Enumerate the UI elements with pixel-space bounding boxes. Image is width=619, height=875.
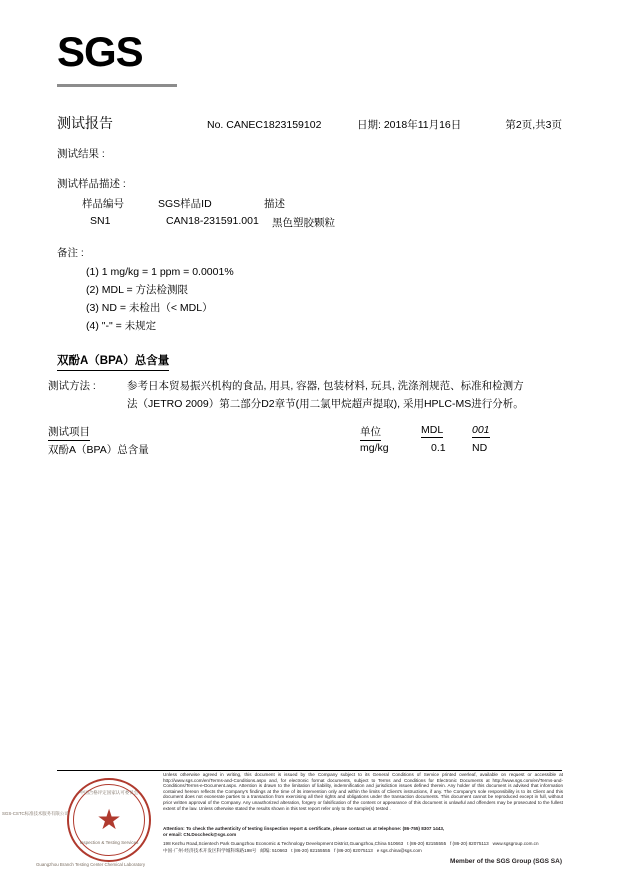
result-cell-item: 双酚A（BPA）总含量 [48, 444, 149, 456]
sample-cell-desc: 黑色塑胶颗粒 [272, 217, 335, 229]
address-cn-fax: f (86-20) 82075113 [334, 848, 373, 853]
sgs-logo-text: SGS [57, 28, 143, 75]
company-stamp [62, 776, 156, 862]
note-item: (2) MDL = 方法检测限 [86, 284, 188, 296]
stamp-label-left: SGS-CSTC标准技术服务有限公司 [2, 811, 69, 816]
stamp-label-bottom: Guangzhou Branch Testing Center Chemical Laboratory [36, 862, 146, 867]
note-item: (4) "-" = 未规定 [86, 320, 157, 332]
report-header-row [57, 113, 562, 133]
sample-col-no: 样品编号 [82, 198, 124, 210]
address-en-fax: f (86-20) 82075113 [449, 841, 489, 846]
address-en: 198 Kezhu Road,Scientech Park Guangzhou Economic & Technology Development District,Guangzhou,China 510663 [163, 841, 404, 846]
result-cell-mdl: 0.1 [431, 442, 446, 454]
address-cn-email: e sgs.china@sgs.com [376, 848, 422, 853]
address-row-cn [163, 847, 563, 854]
address-cn-tel: t (86-20) 82155555 [291, 848, 331, 853]
legal-disclaimer: Unless otherwise agreed in writing, this document is issued by the Company subject to its General Conditions of Service printed overleaf, available on request or accessible at http://www.sgs.com/en/Terms-and-Conditions.aspx and, for electronic format documents, subject to Terms and Conditions for Electronic Documents at http://www.sgs.com/en/Terms-and-Conditions/Terms-e-Document.aspx. Attention is drawn to the limitation of liability, indemnification and jurisdiction issues defined therein. Any holder of this document is advised that information contained hereon reflects the Company's findings at the time of its intervention only and within the limits of Client's instructions, if any. The Company's sole responsibility is to its Client and this document does not exonerate parties to a transaction from exercising all their rights and obligations under the transaction documents. This document cannot be reproduced except in full, without prior written approval of the Company. Any unauthorized alteration, forgery or falsification of the content or appearance of this document is unlawful and offenders may be prosecuted to the fullest extent of the law. Unless otherwise stated the results shown in this test report refer only to the sample(s) tested . [163, 772, 563, 811]
page-title: 测试报告 [57, 115, 113, 131]
table-row [82, 215, 412, 230]
result-cell-value: ND [472, 442, 488, 454]
stamp-bottom-text: Inspection & Testing Services [79, 840, 139, 845]
sample-description-label: 测试样品描述 : [57, 178, 126, 190]
report-number: No. CANEC1823159102 [207, 119, 322, 131]
footer-address [163, 840, 563, 854]
result-cell-unit: mg/kg [360, 442, 389, 454]
doc-check-line-1: Attention: To check the authenticity of testing /inspection report & certificate, please contact us at telephone: (86-755) 8307 1443, [163, 826, 445, 831]
result-col-sample: 001 [472, 424, 490, 436]
sample-cell-id: CAN18-231591.001 [166, 215, 259, 227]
address-cn: 中国·广州·经济技术开发区科学城科珠路198号 [163, 848, 257, 853]
member-note: Member of the SGS Group (SGS SA) [450, 858, 562, 865]
sample-col-desc: 描述 [264, 198, 285, 210]
footer-divider [57, 770, 562, 771]
star-icon: ★ [96, 804, 122, 835]
note-item: (3) ND = 未检出（< MDL） [86, 302, 213, 314]
sgs-logo [57, 30, 177, 74]
section-title: 双酚A（BPA）总含量 [57, 352, 169, 371]
address-cn-zip: 邮编: 510663 [260, 848, 288, 853]
method-line: 参考日本贸易振兴机构的食品, 用具, 容器, 包装材料, 玩具, 洗涤剂规范、标准和检测方 [127, 380, 524, 392]
result-col-mdl: MDL [421, 424, 444, 436]
method-label: 测试方法 : [48, 380, 96, 392]
sample-col-id: SGS样品ID [158, 198, 212, 210]
result-col-unit: 单位 [360, 424, 381, 441]
notes-label: 备注 : [57, 247, 84, 259]
page-indicator: 第2页,共3页 [505, 119, 562, 131]
report-date: 日期: 2018年11月16日 [357, 119, 462, 131]
method-line: 法（JETRO 2009）第二部分D2章节(用二氯甲烷超声提取), 采用HPLC-MS进行分析。 [127, 398, 524, 410]
address-en-tel: t (86-20) 82155555 [407, 841, 447, 846]
address-en-web: www.sgsgroup.com.cn [492, 841, 539, 846]
address-row-en [163, 840, 563, 847]
note-item: (1) 1 mg/kg = 1 ppm = 0.0001% [86, 266, 234, 278]
result-col-item: 测试项目 [48, 424, 90, 441]
doc-check-contact [163, 826, 563, 838]
test-results-label: 测试结果 : [57, 148, 105, 160]
logo-divider [57, 84, 177, 87]
stamp-top-text: 中国合格评定国家认可委员会 [79, 790, 139, 795]
doc-check-line-2: or email: CN.Doccheck@sgs.com [163, 832, 237, 837]
sample-cell-no: SN1 [90, 215, 111, 227]
sample-table-header [82, 196, 412, 211]
